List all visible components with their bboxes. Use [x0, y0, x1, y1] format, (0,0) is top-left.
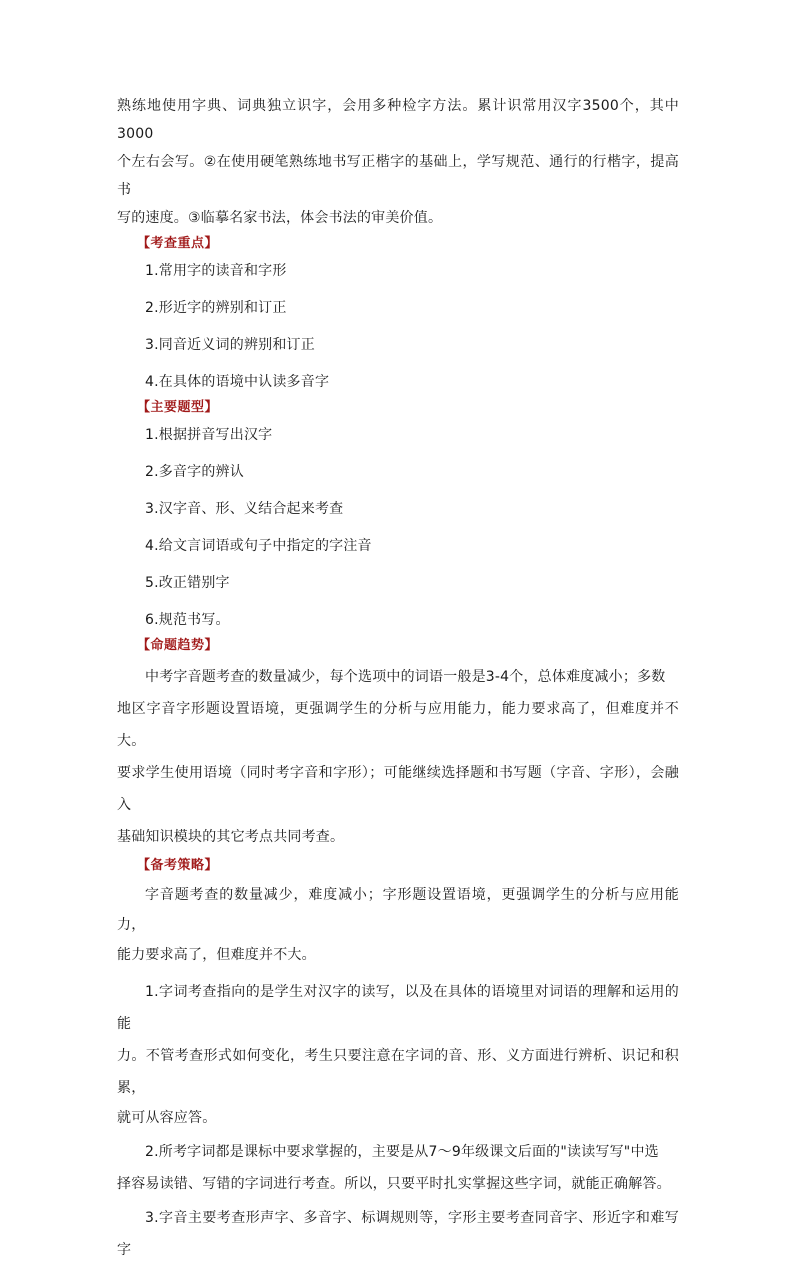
intro-line-3: 写的速度。③临摹名家书法，体会书法的审美价值。 [117, 210, 443, 226]
strategy-heading: 【备考策略】 [137, 858, 219, 873]
question-type-item: 2.多音字的辨认 [145, 464, 244, 480]
intro-paragraph [117, 92, 679, 232]
strategy-paragraph-3 [117, 1136, 679, 1200]
strategy-line: 就可从容应答。 [117, 1110, 217, 1126]
question-type-item: 4.给文言词语或句子中指定的字注音 [145, 538, 372, 554]
key-point-item: 2.形近字的辨别和订正 [145, 300, 287, 316]
question-type-item: 1.根据拼音写出汉字 [145, 427, 273, 443]
key-point-item: 4.在具体的语境中认读多音字 [145, 374, 330, 390]
trend-line: 中考字音题考查的数量减少，每个选项中的词语一般是3-4个，总体难度减小；多数 [145, 669, 666, 685]
strategy-paragraph-2 [117, 976, 679, 1132]
trend-line: 基础知识模块的其它考点共同考查。 [117, 829, 345, 845]
question-type-item: 3.汉字音、形、义结合起来考查 [145, 501, 344, 517]
key-point-item: 3.同音近义词的辨别和订正 [145, 337, 315, 353]
strategy-line: 1.字词考查指向的是学生对汉字的读写，以及在具体的语境里对词语的理解和运用的能 [117, 984, 679, 1032]
trend-paragraph [117, 661, 679, 853]
strategy-line: 2.所考字词都是课标中要求掌握的，主要是从7～9年级课文后面的"读读写写"中选 [145, 1144, 659, 1160]
strategy-paragraph-4 [117, 1202, 679, 1266]
key-point-item: 1.常用字的读音和字形 [145, 263, 287, 279]
question-type-item: 6.规范书写。 [145, 612, 230, 628]
trend-line: 要求学生使用语境（同时考字音和字形）；可能继续选择题和书写题（字音、字形），会融入 [117, 765, 679, 813]
strategy-line: 3.字音主要考查形声字、多音字、标调规则等，字形主要考查同音字、形近字和难写字 [117, 1210, 679, 1258]
strategy-line: 择容易读错、写错的字词进行考查。所以，只要平时扎实掌握这些字词，就能正确解答。 [117, 1176, 671, 1192]
strategy-line: 字音题考查的数量减少，难度减小；字形题设置语境，更强调学生的分析与应用能力， [117, 887, 679, 933]
strategy-paragraph-1 [117, 880, 679, 970]
question-types-heading: 【主要题型】 [137, 400, 219, 415]
intro-line-1: 熟练地使用字典、词典独立识字，会用多种检字方法。累计识常用汉字3500个，其中3000 [117, 98, 679, 142]
intro-line-2: 个左右会写。②在使用硬笔熟练地书写正楷字的基础上，学写规范、通行的行楷字，提高书 [117, 154, 679, 198]
page-content [117, 92, 679, 1266]
key-points-heading: 【考查重点】 [137, 236, 219, 251]
question-type-item: 5.改正错别字 [145, 575, 230, 591]
strategy-line: 能力要求高了，但难度并不大。 [117, 947, 316, 963]
trend-heading: 【命题趋势】 [137, 638, 219, 653]
strategy-line: 力。不管考查形式如何变化，考生只要注意在字词的音、形、义方面进行辨析、识记和积累， [117, 1048, 679, 1096]
trend-line: 地区字音字形题设置语境，更强调学生的分析与应用能力，能力要求高了，但难度并不大。 [117, 701, 679, 749]
